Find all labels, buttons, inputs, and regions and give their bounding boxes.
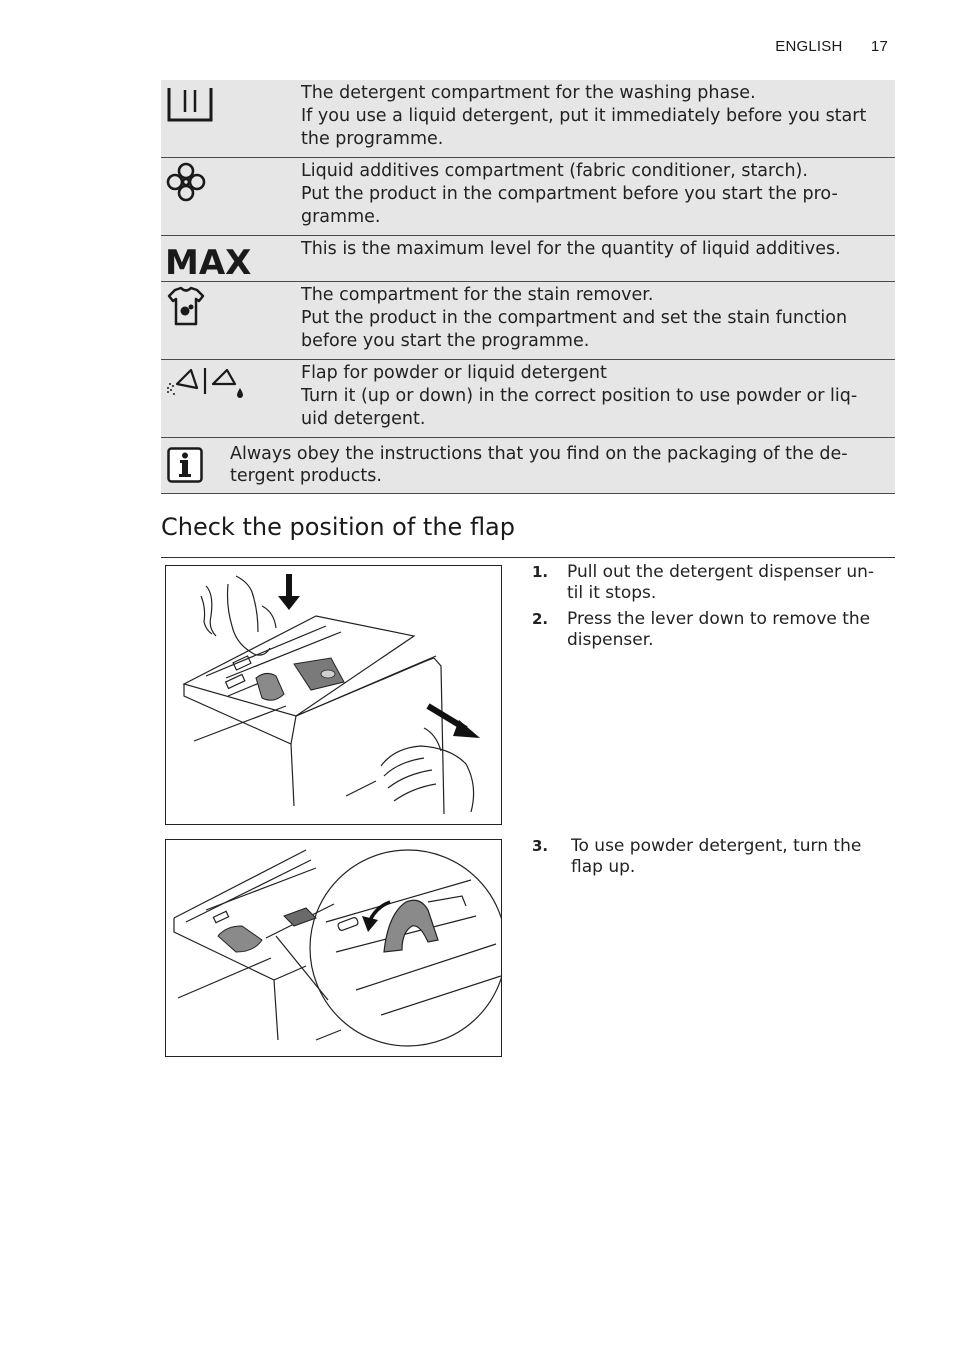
step-item <box>532 609 882 651</box>
row-text: the programme. <box>301 129 444 149</box>
compartment-row <box>161 80 895 158</box>
max-icon-text: MAX <box>165 243 252 280</box>
row-text: before you start the programme. <box>301 331 590 351</box>
step-item <box>532 836 882 878</box>
info-text: tergent products. <box>230 466 382 486</box>
row-text: Liquid additives compartment (fabric conditioner, starch). <box>301 161 808 181</box>
step-number: 1. <box>532 563 549 581</box>
info-icon <box>167 447 203 483</box>
step-text: To use powder detergent, turn the <box>571 836 862 856</box>
info-note <box>161 438 895 494</box>
row-text: Put the product in the compartment before you start the pro- <box>301 184 838 204</box>
step-number: 2. <box>532 610 549 628</box>
washing-phase-compartment-icon <box>165 84 255 124</box>
flap-turn-illustration <box>165 839 502 1057</box>
steps-list-2 <box>532 836 882 883</box>
compartment-row <box>161 282 895 360</box>
step-text: Pull out the detergent dispenser un- <box>567 562 875 582</box>
row-text: gramme. <box>301 207 381 227</box>
row-text: The detergent compartment for the washing phase. <box>301 83 756 103</box>
language-label: ENGLISH <box>775 38 843 55</box>
row-text: Put the product in the compartment and set the stain function <box>301 308 848 328</box>
section-divider <box>161 557 895 558</box>
row-text: Flap for powder or liquid detergent <box>301 363 607 383</box>
step-text: dispenser. <box>567 630 654 650</box>
step-text: til it stops. <box>567 583 657 603</box>
compartment-row <box>161 360 895 438</box>
compartment-row <box>161 236 895 282</box>
steps-list-1 <box>532 562 882 656</box>
compartment-table <box>161 80 895 494</box>
info-text: Always obey the instructions that you find on the packaging of the de- <box>230 444 848 464</box>
section-title: Check the position of the flap <box>161 513 515 541</box>
compartment-row <box>161 158 895 236</box>
max-level-icon <box>165 240 255 280</box>
page-header <box>775 38 888 55</box>
flower-icon <box>165 162 255 202</box>
step-text: Press the lever down to remove the <box>567 609 871 629</box>
row-text: The compartment for the stain remover. <box>301 285 654 305</box>
row-text: uid detergent. <box>301 409 426 429</box>
step-item <box>532 562 882 604</box>
stain-remover-icon <box>165 286 255 326</box>
powder-liquid-flap-icon <box>165 364 255 404</box>
step-number: 3. <box>532 837 549 855</box>
row-text: Turn it (up or down) in the correct position to use powder or liq- <box>301 386 858 406</box>
step-text: flap up. <box>571 857 636 877</box>
row-text: This is the maximum level for the quantity of liquid additives. <box>301 239 841 259</box>
dispenser-pull-out-illustration <box>165 565 502 825</box>
page-number: 17 <box>870 38 888 55</box>
row-text: If you use a liquid detergent, put it immediately before you start <box>301 106 867 126</box>
